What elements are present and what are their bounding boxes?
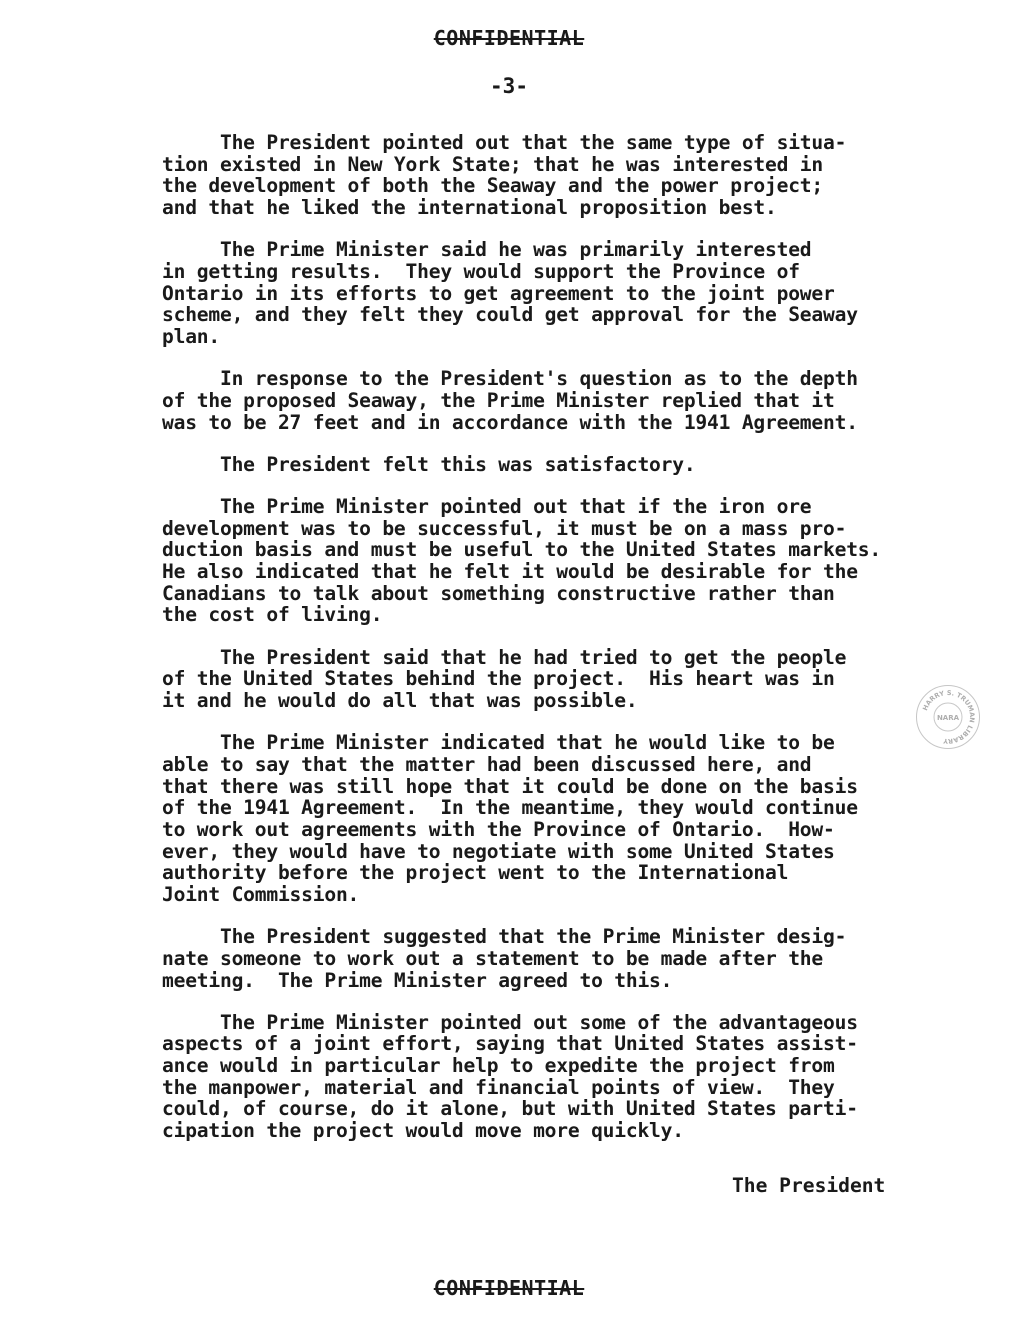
text-line: nate someone to work out a statement to be made after the (162, 946, 823, 970)
text-line: to work out agreements with the Province of Ontario. How- (162, 817, 835, 841)
text-line: The President suggested that the Prime Minister desig- (162, 925, 847, 949)
text-line: could, of course, do it alone, but with United States parti- (162, 1097, 858, 1121)
text-line: plan. (162, 325, 220, 348)
text-line: aspects of a joint effort, saying that United States assist- (162, 1032, 858, 1056)
text-line: He also indicated that he felt it would be desirable for the (162, 560, 858, 583)
text-line: cipation the project would move more quickly. (162, 1119, 684, 1143)
text-line: The President said that he had tried to get the people (162, 645, 847, 669)
text-line: and that he liked the international proposition best. (162, 196, 777, 220)
text-line: the manpower, material and financial points of view. They (162, 1075, 835, 1099)
text-line: The Prime Minister pointed out that if the iron ore (162, 494, 812, 518)
text-line: duction basis and must be useful to the United States markets. (162, 538, 881, 562)
text-line: The Prime Minister said he was primarily interested (162, 238, 812, 262)
page-number: -3- (490, 74, 528, 98)
text-line: The Prime Minister indicated that he would like to be (162, 731, 835, 755)
text-line: of the proposed Seaway, the Prime Minister replied that it (162, 388, 835, 412)
text-line: was to be 27 feet and in accordance with the 1941 Agreement. (162, 410, 858, 434)
text-line: Joint Commission. (162, 882, 360, 906)
memo-body (162, 132, 962, 1162)
text-line: of the United States behind the project. His heart was in (162, 667, 835, 691)
paragraph (162, 496, 962, 626)
continuation-text: The President (732, 1174, 886, 1197)
text-line: scheme, and they felt they could get approval for the Seaway (162, 303, 858, 327)
paragraph (162, 732, 962, 906)
paragraph (162, 368, 962, 433)
text-line: it and he would do all that was possible. (162, 688, 638, 712)
text-line: meeting. The Prime Minister agreed to this. (162, 968, 673, 992)
classification-header-text: CONFIDENTIAL (433, 26, 585, 50)
text-line: of the 1941 Agreement. In the meantime, they would continue (162, 796, 858, 820)
paragraph (162, 454, 962, 476)
paragraph (162, 132, 962, 219)
text-line: Canadians to talk about something constructive rather than (162, 581, 835, 605)
text-line: The Prime Minister pointed out some of the advantageous (162, 1010, 858, 1034)
text-line: authority before the project went to the International (162, 861, 789, 885)
text-line: that there was still hope that it could be done on the basis (162, 774, 858, 798)
text-line: ance would in particular help to expedite the project from (162, 1054, 835, 1078)
text-line: tion existed in New York State; that he was interested in (162, 152, 823, 176)
classification-footer-text: CONFIDENTIAL (433, 1276, 585, 1300)
seal-center-text: NARA (936, 714, 960, 722)
text-line: ever, they would have to negotiate with some United States (162, 839, 835, 863)
text-line: Ontario in its efforts to get agreement to the joint power (162, 281, 835, 305)
paragraph (162, 1012, 962, 1142)
text-line: development was to be successful, it must be on a mass pro- (162, 516, 847, 540)
paragraph (162, 926, 962, 991)
text-line: The President pointed out that the same type of situa- (162, 131, 847, 154)
paragraph (162, 647, 962, 712)
text-line: The President felt this was satisfactory. (162, 452, 696, 476)
truman-library-seal-icon (916, 685, 980, 749)
classification-header (0, 26, 1018, 50)
text-line: the cost of living. (162, 603, 383, 627)
text-line: In response to the President's question as to the depth (162, 367, 858, 391)
text-line: able to say that the matter had been discussed here, and (162, 752, 812, 776)
seal-ring-text: HARRY S. TRUMAN LIBRARY (921, 688, 977, 746)
paragraph (162, 239, 962, 347)
text-line: the development of both the Seaway and the power project; (162, 174, 823, 198)
text-line: in getting results. They would support the Province of (162, 259, 800, 283)
classification-footer (0, 1276, 1018, 1300)
